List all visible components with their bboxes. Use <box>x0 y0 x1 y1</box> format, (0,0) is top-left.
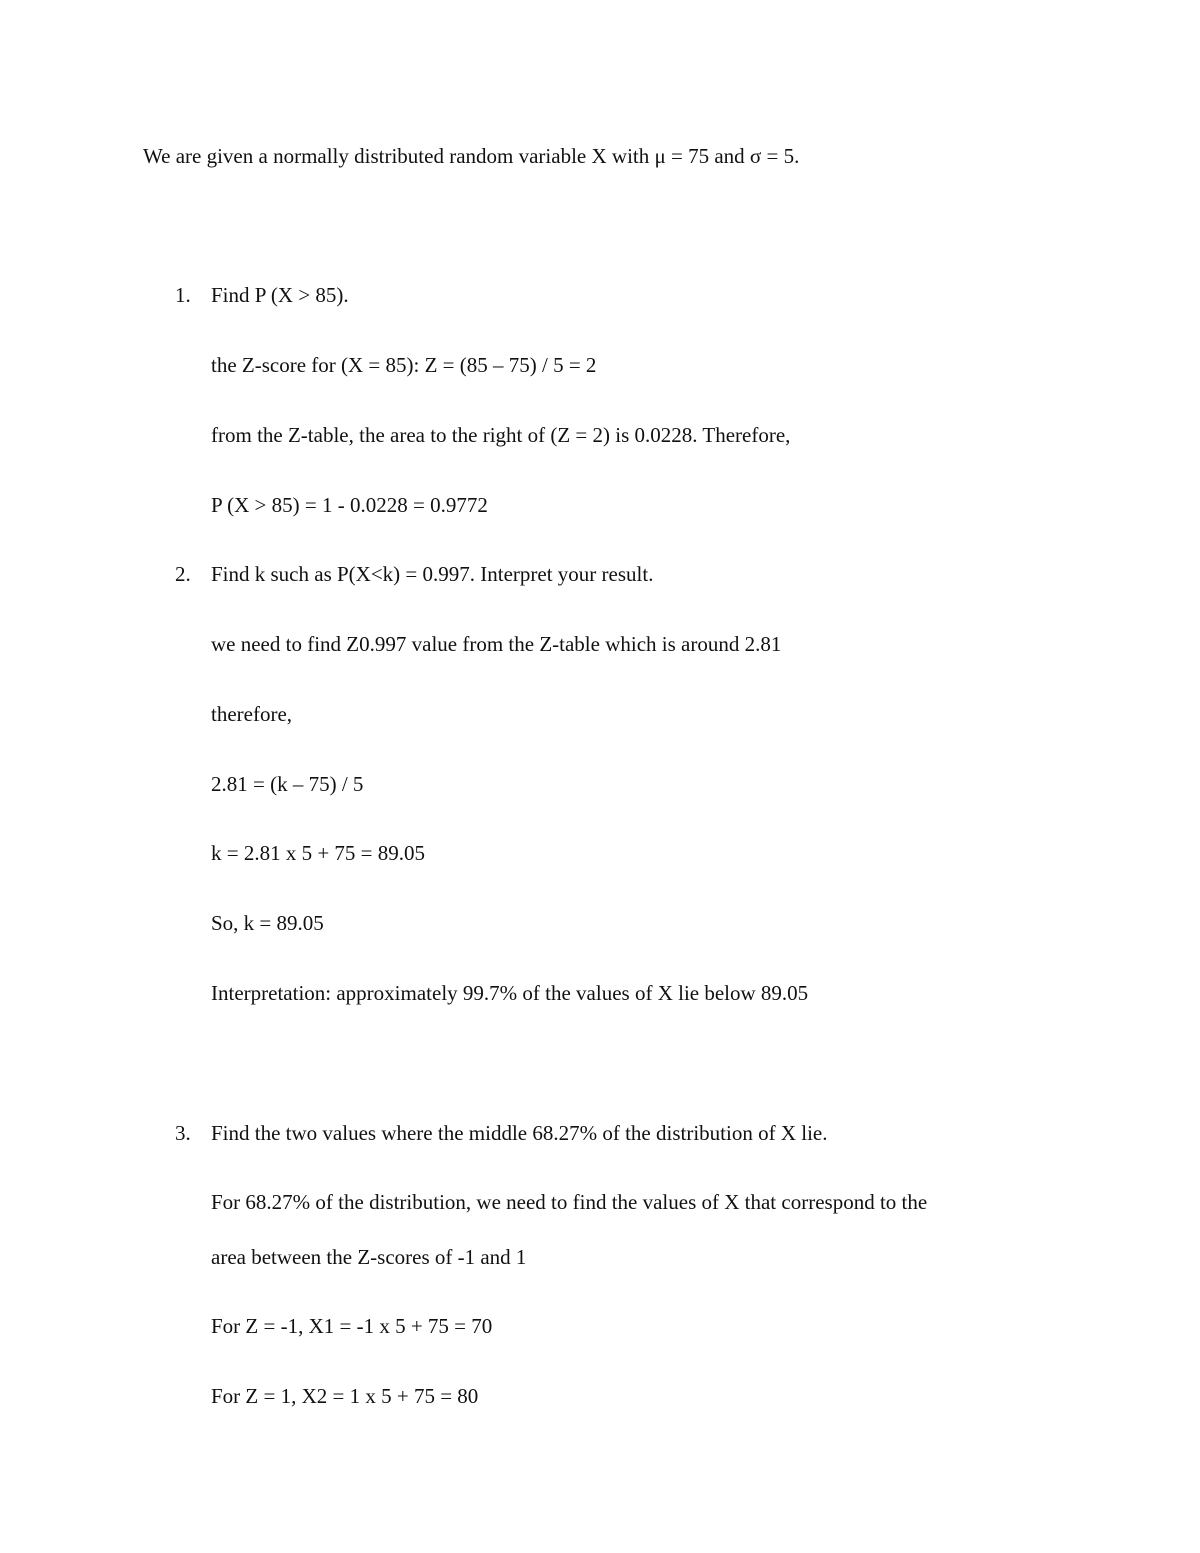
question-2-prompt: Find k such as P(X<k) = 0.997. Interpret your result. <box>211 562 654 586</box>
question-3-line-2: area between the Z-scores of -1 and 1 <box>211 1245 527 1269</box>
question-2-line-4: k = 2.81 x 5 + 75 = 89.05 <box>211 841 426 865</box>
question-1-line-2: from the Z-table, the area to the right of (Z = 2) is 0.0228. Therefore, <box>211 423 791 447</box>
question-3-line-3: For Z = -1, X1 = -1 x 5 + 75 = 70 <box>211 1314 493 1338</box>
question-3-prompt: Find the two values where the middle 68.27% of the distribution of X lie. <box>211 1121 828 1145</box>
question-2-line-1: we need to find Z0.997 value from the Z-table which is around 2.81 <box>211 632 782 656</box>
question-2-line-2: therefore, <box>211 702 293 726</box>
intro-text: We are given a normally distributed random variable X with μ = 75 and σ = 5. <box>143 144 800 168</box>
question-1-line-1: the Z-score for (X = 85): Z = (85 – 75) / 5 = 2 <box>211 353 597 377</box>
question-2-line-6: Interpretation: approximately 99.7% of the values of X lie below 89.05 <box>211 981 809 1005</box>
question-3-line-4: For Z = 1, X2 = 1 x 5 + 75 = 80 <box>211 1384 479 1408</box>
question-2-line-3: 2.81 = (k – 75) / 5 <box>211 772 364 796</box>
question-2-line-5: So, k = 89.05 <box>211 911 324 935</box>
question-2-number: 2. <box>175 562 191 586</box>
question-3-line-1: For 68.27% of the distribution, we need to find the values of X that correspond to the <box>211 1190 928 1214</box>
question-1-line-3: P (X > 85) = 1 - 0.0228 = 0.9772 <box>211 493 488 517</box>
question-1-prompt: Find P (X > 85). <box>211 283 349 307</box>
question-3-number: 3. <box>175 1121 191 1145</box>
question-1-number: 1. <box>175 283 191 307</box>
